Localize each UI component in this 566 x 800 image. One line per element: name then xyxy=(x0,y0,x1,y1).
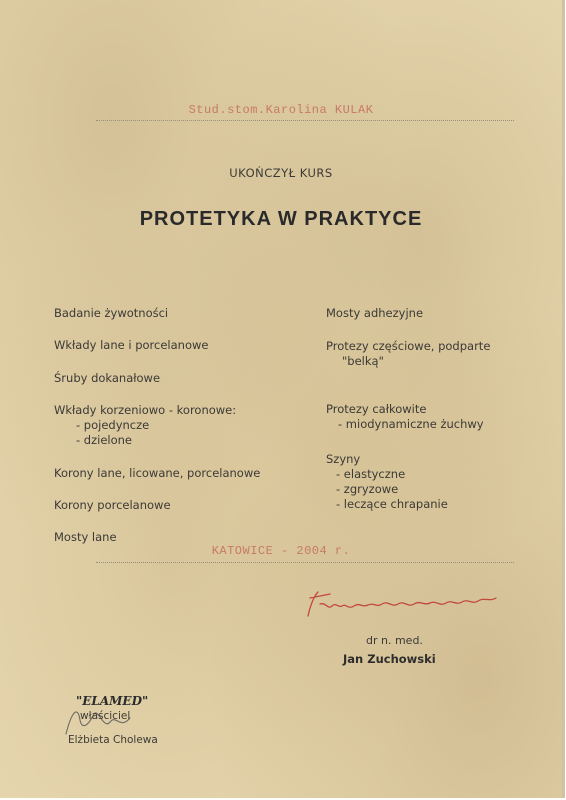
topic-right-4-sub-2: - zgryzowe xyxy=(336,482,399,496)
topic-left-4-label: Wkłady korzeniowo - koronowe: xyxy=(54,403,237,417)
topic-left-6: Korony porcelanowe xyxy=(54,498,171,512)
topic-left-7: Mosty lane xyxy=(54,530,117,544)
topic-right-3-sub-1: - miodynamiczne żuchwy xyxy=(338,417,484,431)
topic-left-1: Badanie żywotności xyxy=(54,306,169,320)
signatory-name: Jan Zuchowski xyxy=(343,652,436,666)
signatory-degree: dr n. med. xyxy=(366,634,423,647)
place-date-underline xyxy=(96,562,514,563)
signature-image xyxy=(300,588,520,622)
topic-right-4-sub-3: - leczące chrapanie xyxy=(336,497,448,511)
issuer-role: właściciel xyxy=(80,710,131,722)
topic-right-4-label: Szyny xyxy=(326,452,361,466)
topic-right-2 xyxy=(326,339,490,369)
topic-right-4 xyxy=(326,452,448,512)
issuer-owner-name: Elżbieta Cholewa xyxy=(68,734,158,746)
topic-left-4-sub-1: - pojedyncze xyxy=(76,418,150,432)
topic-left-2: Wkłady lane i porcelanowe xyxy=(54,338,209,352)
place-date: KATOWICE - 2004 r. xyxy=(211,544,351,558)
recipient-name: Stud.stom.Karolina KULAK xyxy=(188,103,374,117)
topic-right-2-label: Protezy częściowe, podparte xyxy=(326,339,491,353)
topic-right-4-sub-1: - elastyczne xyxy=(336,467,406,481)
course-title: PROTETYKA W PRAKTYCE xyxy=(139,208,423,230)
topic-right-3-label: Protezy całkowite xyxy=(326,402,427,416)
topic-left-5: Korony lane, licowane, porcelanowe xyxy=(54,466,261,480)
topic-left-4 xyxy=(54,403,236,448)
recipient-underline xyxy=(96,120,514,121)
topic-right-2-sub-1: "belką" xyxy=(342,354,384,368)
completed-label: UKOŃCZYŁ KURS xyxy=(229,166,333,180)
topic-left-3: Śruby dokanałowe xyxy=(54,371,161,385)
issuer-company: "ELAMED" xyxy=(76,694,149,708)
topic-left-4-sub-2: - dzielone xyxy=(76,433,133,447)
topic-right-1: Mosty adhezyjne xyxy=(326,306,424,320)
topic-right-3 xyxy=(326,402,484,432)
